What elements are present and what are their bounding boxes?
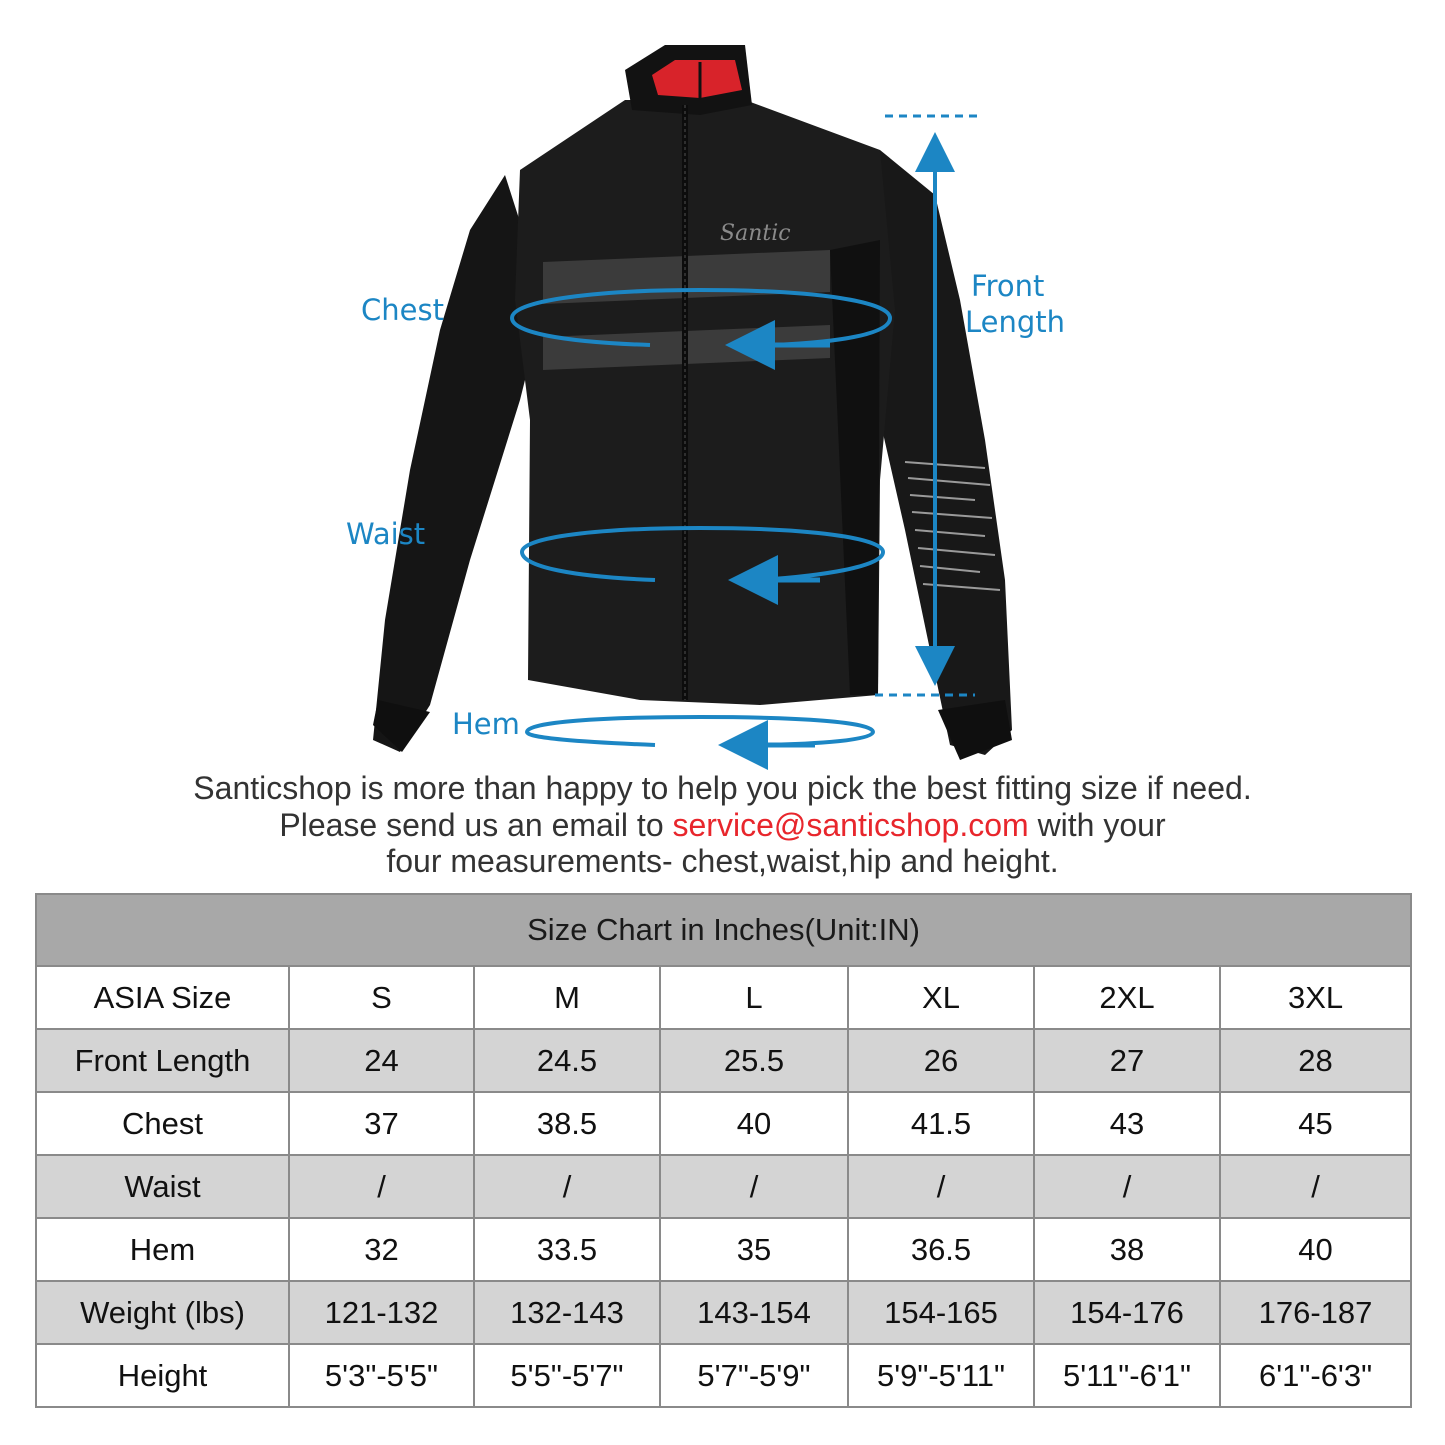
table-cell: 176-187 xyxy=(1220,1281,1411,1344)
table-cell: 5'11"-6'1" xyxy=(1034,1344,1220,1407)
table-cell: 45 xyxy=(1220,1092,1411,1155)
table-cell: / xyxy=(1034,1155,1220,1218)
table-cell: / xyxy=(474,1155,660,1218)
table-cell: / xyxy=(848,1155,1034,1218)
table-cell: M xyxy=(474,966,660,1029)
chest-label: Chest xyxy=(361,293,444,327)
table-cell: 6'1"-6'3" xyxy=(1220,1344,1411,1407)
table-row xyxy=(36,1092,1411,1155)
table-cell: 36.5 xyxy=(848,1218,1034,1281)
table-cell: 154-165 xyxy=(848,1281,1034,1344)
help-line-3: four measurements- chest,waist,hip and height. xyxy=(386,843,1059,879)
table-cell: 32 xyxy=(289,1218,474,1281)
help-line-2-prefix: Please send us an email to xyxy=(279,806,673,843)
row-label: Front Length xyxy=(36,1029,289,1092)
table-cell: / xyxy=(289,1155,474,1218)
size-chart-table xyxy=(35,893,1412,1408)
table-cell: 40 xyxy=(660,1092,848,1155)
size-chart-title: Size Chart in Inches(Unit:IN) xyxy=(36,894,1411,966)
table-row xyxy=(36,1344,1411,1407)
table-cell: 5'9"-5'11" xyxy=(848,1344,1034,1407)
table-cell: XL xyxy=(848,966,1034,1029)
brand-logo-script: Santic xyxy=(720,221,791,246)
table-cell: 143-154 xyxy=(660,1281,848,1344)
table-row xyxy=(36,1281,1411,1344)
table-cell: 5'7"-5'9" xyxy=(660,1344,848,1407)
table-cell: 37 xyxy=(289,1092,474,1155)
table-cell: 24.5 xyxy=(474,1029,660,1092)
table-cell: 41.5 xyxy=(848,1092,1034,1155)
table-cell: 5'5"-5'7" xyxy=(474,1344,660,1407)
table-cell: 35 xyxy=(660,1218,848,1281)
table-cell: 121-132 xyxy=(289,1281,474,1344)
size-chart-body xyxy=(36,966,1411,1407)
hem-label: Hem xyxy=(452,707,520,741)
support-email-link[interactable]: service@santicshop.com xyxy=(672,806,1029,843)
table-cell: 28 xyxy=(1220,1029,1411,1092)
table-cell: S xyxy=(289,966,474,1029)
table-cell: 38 xyxy=(1034,1218,1220,1281)
table-cell: 33.5 xyxy=(474,1218,660,1281)
row-label: Weight (lbs) xyxy=(36,1281,289,1344)
table-cell: / xyxy=(660,1155,848,1218)
table-cell: 132-143 xyxy=(474,1281,660,1344)
table-cell: / xyxy=(1220,1155,1411,1218)
table-row xyxy=(36,1218,1411,1281)
front-length-label-line2: Length xyxy=(965,305,1066,339)
table-cell: 3XL xyxy=(1220,966,1411,1029)
table-row xyxy=(36,966,1411,1029)
table-cell: 5'3"-5'5" xyxy=(289,1344,474,1407)
table-cell: 27 xyxy=(1034,1029,1220,1092)
hem-measure-guide xyxy=(527,717,873,745)
help-line-2 xyxy=(0,807,1445,844)
table-cell: 26 xyxy=(848,1029,1034,1092)
table-cell: 25.5 xyxy=(660,1029,848,1092)
row-label: Height xyxy=(36,1344,289,1407)
jacket-image xyxy=(373,45,1012,760)
table-cell: 154-176 xyxy=(1034,1281,1220,1344)
table-cell: 38.5 xyxy=(474,1092,660,1155)
table-cell: 24 xyxy=(289,1029,474,1092)
row-label: Chest xyxy=(36,1092,289,1155)
waist-label: Waist xyxy=(346,517,426,551)
table-cell: 43 xyxy=(1034,1092,1220,1155)
table-row xyxy=(36,1029,1411,1092)
table-cell: 40 xyxy=(1220,1218,1411,1281)
table-cell: L xyxy=(660,966,848,1029)
row-label: Waist xyxy=(36,1155,289,1218)
table-row xyxy=(36,1155,1411,1218)
help-line-2-suffix: with your xyxy=(1028,806,1166,843)
row-label: Hem xyxy=(36,1218,289,1281)
help-line-1: Santicshop is more than happy to help you pick the best fitting size if need. xyxy=(193,770,1252,806)
help-message xyxy=(0,770,1445,880)
front-length-label-line1: Front xyxy=(971,269,1045,303)
row-label: ASIA Size xyxy=(36,966,289,1029)
table-cell: 2XL xyxy=(1034,966,1220,1029)
